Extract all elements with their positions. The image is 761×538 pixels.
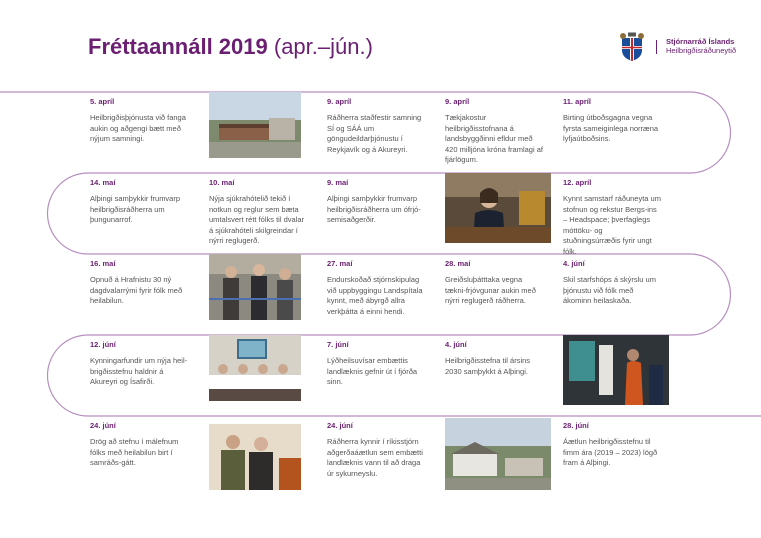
entry-date: 9. apríl	[327, 97, 352, 106]
entry-12-april	[563, 178, 661, 257]
entry-text: Ráðherra staðfestir samning SÍ og SÁÁ um göngudeildarþjónustu í Reykjavík og á Akureyri.	[327, 113, 422, 154]
entry-5-april	[90, 97, 188, 145]
entry-text: Nýja sjúkrahótelið tekið í notkun og reglur sem bæta umtalsvert rétt fólks til dvalar á sjúkrahóteli skilgreindar í nýrri reglugerð.	[209, 194, 305, 245]
entry-24-juni-a	[90, 421, 188, 469]
photo-town-aerial	[445, 418, 551, 490]
entry-text: Drög að stefnu í málefnum fólks með heilabilun birt í samráðs-gátt.	[90, 437, 179, 467]
entry-date: 27. maí	[327, 259, 353, 268]
entry-text: Birting útboðsgagna vegna fyrsta sameiginlega norræna lyfjaútboðsins.	[563, 113, 659, 143]
photo-minister-at-desk	[445, 173, 551, 243]
org-line-2: Heilbrigðisráðuneytið	[666, 46, 737, 55]
title-main: Fréttaannáll 2019	[88, 34, 268, 59]
photo-people-at-event	[209, 424, 301, 490]
entry-date: 10. maí	[209, 178, 235, 187]
photo-meeting-room	[209, 335, 301, 401]
entry-date: 7. júní	[327, 340, 349, 349]
entry-text: Heilbrigðisþjónusta við fanga aukin og aðgengi bætt með nýjum samningi.	[90, 113, 186, 143]
entry-date: 5. apríl	[90, 97, 115, 106]
entry-text: Greiðsluþátttaka vegna tækni-frjóvgunar aukin með nýrri reglugerð ráðherra.	[445, 275, 536, 305]
photo-ribbon-cutting	[209, 254, 301, 320]
entry-date: 12. apríl	[563, 178, 592, 187]
entry-date: 11. apríl	[563, 97, 591, 106]
entry-date: 9. apríl	[445, 97, 470, 106]
entry-text: Tækjakostur heilbrigðisstofnana á landsbyggðinni efldur með 420 milljóna króna framlagi af fjárlögum.	[445, 113, 543, 164]
entry-9-mai	[327, 178, 425, 226]
photo-sjukrahotel-building	[209, 92, 301, 158]
entry-12-juni	[90, 340, 188, 388]
entry-date: 4. júní	[445, 340, 467, 349]
entry-text: Kynningarfundir um nýja heil-brigðisstefnu haldnir á Akureyri og Ísafirði.	[90, 356, 188, 386]
entry-date: 16. maí	[90, 259, 116, 268]
entry-text: Endurskoðað stjórnskipulag við uppbyggingu Landspítala kynnt, með ábyrgð allra verkþátta á einni hendi.	[327, 275, 423, 316]
entry-28-mai	[445, 259, 543, 307]
photo-conference-speakers	[563, 335, 669, 405]
entry-date: 24. júní	[90, 421, 116, 430]
entry-16-mai	[90, 259, 188, 307]
title-sub: (apr.–jún.)	[273, 34, 373, 59]
entry-text: Kynnt samstarf ráðuneyta um stofnun og rekstur Bergs-ins – Headspace; þverfaglegs móttöku- og stuðningsúrræðis fyrir ungt fólk.	[563, 194, 661, 256]
entry-date: 24. júní	[327, 421, 353, 430]
entry-7-juni	[327, 340, 425, 388]
entry-date: 9. maí	[327, 178, 349, 187]
entry-text: Skil starfshóps á skýrslu um þjónustu við fólk með ákominn heilaskaða.	[563, 275, 656, 305]
entry-11-april	[563, 97, 661, 145]
entry-text: Lýðheilsuvísar embættis landlæknis gefnir út í fjórða sinn.	[327, 356, 418, 386]
entry-14-mai	[90, 178, 188, 226]
entry-4-juni-b	[445, 340, 543, 377]
entry-text: Heilbrigðisstefna til ársins 2030 samþykkt á Alþingi.	[445, 356, 531, 376]
entry-date: 28. júní	[563, 421, 589, 430]
entry-date: 12. júní	[90, 340, 116, 349]
entry-date: 14. maí	[90, 178, 116, 187]
entry-text: Opnuð á Hrafnistu 30 ný dagdvalarrými fyrir fólk með heilabilun.	[90, 275, 183, 305]
entry-10-mai	[209, 178, 307, 247]
entry-date: 28. maí	[445, 259, 471, 268]
org-line-1: Stjórnarráð Íslands	[666, 37, 735, 46]
entry-4-juni-a	[563, 259, 661, 307]
entry-27-mai	[327, 259, 425, 317]
entry-9-april-a	[327, 97, 425, 155]
entry-date: 4. júní	[563, 259, 585, 268]
entry-28-juni	[563, 421, 661, 469]
entry-9-april-b	[445, 97, 543, 166]
entry-text: Ráðherra kynnir í ríkisstjórn aðgerðaáætlun sem embætti landlæknis vann til að draga úr sykurneyslu.	[327, 437, 423, 478]
entry-24-juni-b	[327, 421, 425, 479]
entry-text: Alþingi samþykkir frumvarp heilbrigðisráðherra um ófrjó-semisaðgerðir.	[327, 194, 421, 224]
entry-text: Áætlun heilbrigðisstefnu til fimm ára (2019 – 2023) lögð fram á Alþingi.	[563, 437, 658, 467]
entry-text: Alþingi samþykkir frumvarp heilbrigðisráðherra um þungunarrof.	[90, 194, 181, 224]
